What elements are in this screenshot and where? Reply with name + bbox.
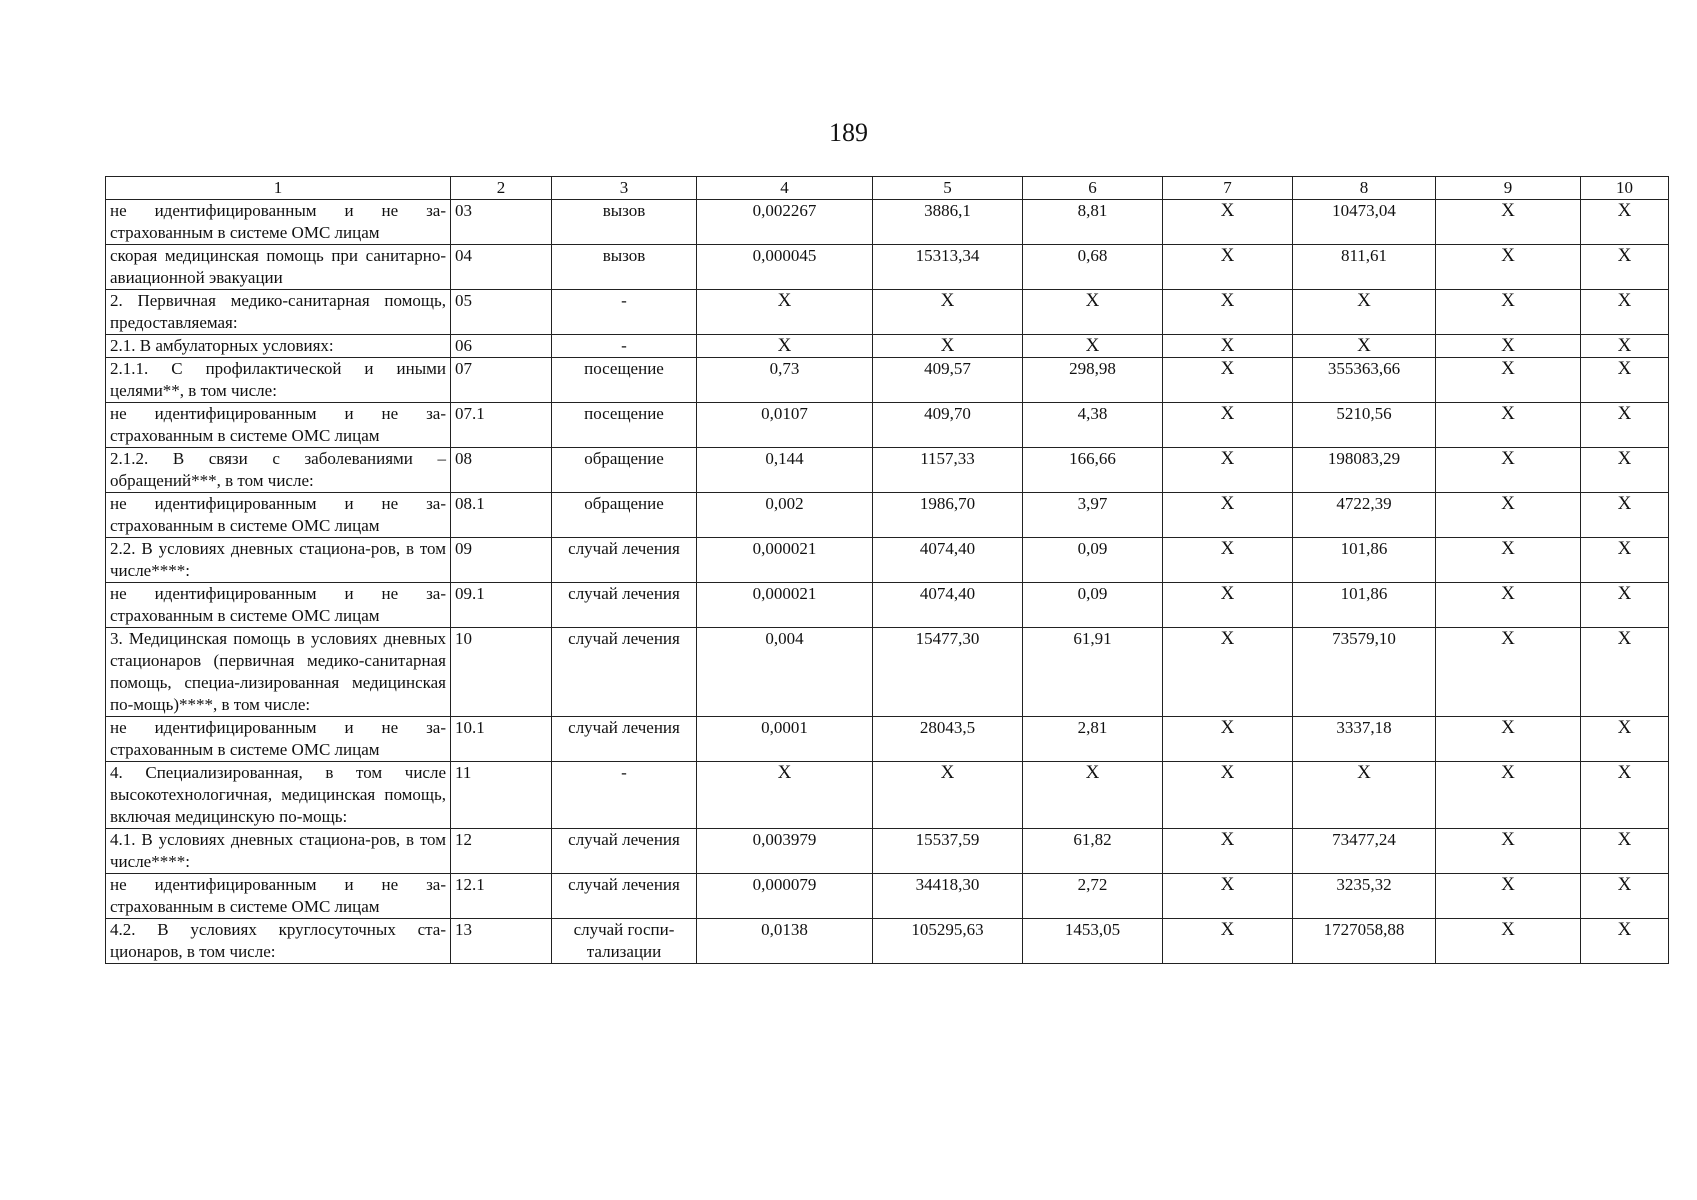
col6-cell: 0,68 — [1023, 245, 1163, 290]
row-code: 04 — [451, 245, 552, 290]
page-number: 189 — [829, 118, 868, 147]
col7-cell: Х — [1163, 245, 1293, 290]
col7-cell: Х — [1163, 448, 1293, 493]
table-row — [106, 290, 1669, 335]
col10-cell: Х — [1581, 358, 1669, 403]
col6-cell: 166,66 — [1023, 448, 1163, 493]
unit-cell: обращение — [552, 493, 697, 538]
table-row — [106, 493, 1669, 538]
col7-cell: Х — [1163, 335, 1293, 358]
col10-cell: Х — [1581, 628, 1669, 717]
col5-cell: 105295,63 — [873, 919, 1023, 964]
col4-cell: 0,000079 — [697, 874, 873, 919]
row-code: 07 — [451, 358, 552, 403]
row-code: 10.1 — [451, 717, 552, 762]
col6-cell: 0,09 — [1023, 538, 1163, 583]
col10-cell: Х — [1581, 762, 1669, 829]
col6-cell: 61,91 — [1023, 628, 1163, 717]
row-label: не идентифицированным и не за-страхованным в системе ОМС лицам — [106, 200, 451, 245]
col4-cell: 0,0001 — [697, 717, 873, 762]
table-row — [106, 717, 1669, 762]
column-header-2: 2 — [451, 177, 552, 200]
row-label: 4.2. В условиях круглосуточных ста-ционаров, в том числе: — [106, 919, 451, 964]
col6-cell: 2,72 — [1023, 874, 1163, 919]
col8-cell: 73477,24 — [1293, 829, 1436, 874]
col4-cell: 0,000021 — [697, 583, 873, 628]
col4-cell: 0,73 — [697, 358, 873, 403]
col4-cell: 0,003979 — [697, 829, 873, 874]
unit-cell: - — [552, 290, 697, 335]
col7-cell: Х — [1163, 200, 1293, 245]
col10-cell: Х — [1581, 403, 1669, 448]
unit-cell: случай лечения — [552, 538, 697, 583]
col4-cell: 0,0138 — [697, 919, 873, 964]
col6-cell: 298,98 — [1023, 358, 1163, 403]
col9-cell: Х — [1436, 829, 1581, 874]
col5-cell: Х — [873, 290, 1023, 335]
table-row — [106, 919, 1669, 964]
col7-cell: Х — [1163, 919, 1293, 964]
col8-cell: 5210,56 — [1293, 403, 1436, 448]
row-label: не идентифицированным и не за-страхованным в системе ОМС лицам — [106, 717, 451, 762]
table-row — [106, 628, 1669, 717]
unit-cell: - — [552, 335, 697, 358]
col4-cell: 0,002267 — [697, 200, 873, 245]
col8-cell: 4722,39 — [1293, 493, 1436, 538]
unit-cell: - — [552, 762, 697, 829]
col5-cell: 1157,33 — [873, 448, 1023, 493]
col6-cell: 8,81 — [1023, 200, 1163, 245]
col9-cell: Х — [1436, 628, 1581, 717]
col5-cell: 15313,34 — [873, 245, 1023, 290]
row-label: 3. Медицинская помощь в условиях дневных стационаров (первичная медико-санитарная помощь, специа-лизированная медицинская по-мощь)****, в том числе: — [106, 628, 451, 717]
column-header-5: 5 — [873, 177, 1023, 200]
col8-cell: Х — [1293, 290, 1436, 335]
unit-cell: случай лечения — [552, 829, 697, 874]
col7-cell: Х — [1163, 583, 1293, 628]
col6-cell: 1453,05 — [1023, 919, 1163, 964]
col9-cell: Х — [1436, 538, 1581, 583]
row-code: 10 — [451, 628, 552, 717]
col4-cell: 0,0107 — [697, 403, 873, 448]
col6-cell: 3,97 — [1023, 493, 1163, 538]
col7-cell: Х — [1163, 403, 1293, 448]
row-code: 11 — [451, 762, 552, 829]
col4-cell: 0,000021 — [697, 538, 873, 583]
col5-cell: Х — [873, 335, 1023, 358]
unit-cell: случай госпи-тализации — [552, 919, 697, 964]
col9-cell: Х — [1436, 493, 1581, 538]
table-row — [106, 200, 1669, 245]
col4-cell: Х — [697, 335, 873, 358]
col4-cell: Х — [697, 762, 873, 829]
col9-cell: Х — [1436, 290, 1581, 335]
table-row — [106, 829, 1669, 874]
col7-cell: Х — [1163, 358, 1293, 403]
column-header-10: 10 — [1581, 177, 1669, 200]
col9-cell: Х — [1436, 762, 1581, 829]
row-code: 05 — [451, 290, 552, 335]
col6-cell: Х — [1023, 762, 1163, 829]
col10-cell: Х — [1581, 200, 1669, 245]
col8-cell: 198083,29 — [1293, 448, 1436, 493]
table-body — [106, 200, 1669, 964]
col10-cell: Х — [1581, 538, 1669, 583]
col7-cell: Х — [1163, 717, 1293, 762]
col4-cell: 0,000045 — [697, 245, 873, 290]
row-code: 12 — [451, 829, 552, 874]
col7-cell: Х — [1163, 874, 1293, 919]
col9-cell: Х — [1436, 717, 1581, 762]
row-code: 07.1 — [451, 403, 552, 448]
col8-cell: 73579,10 — [1293, 628, 1436, 717]
column-header-4: 4 — [697, 177, 873, 200]
col9-cell: Х — [1436, 358, 1581, 403]
unit-cell: вызов — [552, 200, 697, 245]
row-label: скорая медицинская помощь при санитарно-авиационной эвакуации — [106, 245, 451, 290]
row-label: 4. Специализированная, в том числе высокотехнологичная, медицинская помощь, включая медицинскую по-мощь: — [106, 762, 451, 829]
col5-cell: 4074,40 — [873, 538, 1023, 583]
table-row — [106, 403, 1669, 448]
col9-cell: Х — [1436, 245, 1581, 290]
row-label: 2.1. В амбулаторных условиях: — [106, 335, 451, 358]
col8-cell: 3235,32 — [1293, 874, 1436, 919]
col8-cell: Х — [1293, 762, 1436, 829]
unit-cell: случай лечения — [552, 717, 697, 762]
col8-cell: Х — [1293, 335, 1436, 358]
table-row — [106, 448, 1669, 493]
column-header-6: 6 — [1023, 177, 1163, 200]
table-row — [106, 762, 1669, 829]
unit-cell: случай лечения — [552, 874, 697, 919]
col5-cell: 1986,70 — [873, 493, 1023, 538]
col9-cell: Х — [1436, 448, 1581, 493]
col10-cell: Х — [1581, 829, 1669, 874]
col10-cell: Х — [1581, 290, 1669, 335]
unit-cell: посещение — [552, 358, 697, 403]
col4-cell: 0,004 — [697, 628, 873, 717]
row-label: не идентифицированным и не за-страхованным в системе ОМС лицам — [106, 403, 451, 448]
row-code: 03 — [451, 200, 552, 245]
table-row — [106, 335, 1669, 358]
col5-cell: 34418,30 — [873, 874, 1023, 919]
col4-cell: 0,144 — [697, 448, 873, 493]
col5-cell: 15477,30 — [873, 628, 1023, 717]
col7-cell: Х — [1163, 829, 1293, 874]
row-label: не идентифицированным и не за-страхованным в системе ОМС лицам — [106, 583, 451, 628]
column-header-8: 8 — [1293, 177, 1436, 200]
row-code: 12.1 — [451, 874, 552, 919]
col7-cell: Х — [1163, 538, 1293, 583]
row-label: 2.1.1. С профилактической и иными целями**, в том числе: — [106, 358, 451, 403]
table-row — [106, 583, 1669, 628]
table-row — [106, 245, 1669, 290]
col5-cell: 3886,1 — [873, 200, 1023, 245]
col10-cell: Х — [1581, 493, 1669, 538]
unit-cell: случай лечения — [552, 628, 697, 717]
col9-cell: Х — [1436, 874, 1581, 919]
unit-cell: вызов — [552, 245, 697, 290]
row-code: 13 — [451, 919, 552, 964]
col9-cell: Х — [1436, 335, 1581, 358]
column-header-9: 9 — [1436, 177, 1581, 200]
col6-cell: Х — [1023, 335, 1163, 358]
col8-cell: 101,86 — [1293, 583, 1436, 628]
col10-cell: Х — [1581, 583, 1669, 628]
col5-cell: Х — [873, 762, 1023, 829]
row-label: не идентифицированным и не за-страхованным в системе ОМС лицам — [106, 874, 451, 919]
col8-cell: 10473,04 — [1293, 200, 1436, 245]
col10-cell: Х — [1581, 245, 1669, 290]
col10-cell: Х — [1581, 335, 1669, 358]
col10-cell: Х — [1581, 717, 1669, 762]
col6-cell: 0,09 — [1023, 583, 1163, 628]
table-row — [106, 358, 1669, 403]
column-header-1: 1 — [106, 177, 451, 200]
unit-cell: обращение — [552, 448, 697, 493]
col5-cell: 4074,40 — [873, 583, 1023, 628]
col6-cell: Х — [1023, 290, 1163, 335]
row-code: 06 — [451, 335, 552, 358]
col8-cell: 355363,66 — [1293, 358, 1436, 403]
table-header-row — [106, 177, 1669, 200]
row-label: 4.1. В условиях дневных стациона-ров, в том числе****: — [106, 829, 451, 874]
row-code: 08.1 — [451, 493, 552, 538]
col8-cell: 811,61 — [1293, 245, 1436, 290]
table-row — [106, 874, 1669, 919]
unit-cell: случай лечения — [552, 583, 697, 628]
col9-cell: Х — [1436, 403, 1581, 448]
unit-cell: посещение — [552, 403, 697, 448]
col5-cell: 409,57 — [873, 358, 1023, 403]
row-label: не идентифицированным и не за-страхованным в системе ОМС лицам — [106, 493, 451, 538]
col4-cell: 0,002 — [697, 493, 873, 538]
col6-cell: 61,82 — [1023, 829, 1163, 874]
col6-cell: 2,81 — [1023, 717, 1163, 762]
col8-cell: 3337,18 — [1293, 717, 1436, 762]
col5-cell: 28043,5 — [873, 717, 1023, 762]
row-label: 2.1.2. В связи с заболеваниями – обращений***, в том числе: — [106, 448, 451, 493]
col7-cell: Х — [1163, 493, 1293, 538]
row-code: 09 — [451, 538, 552, 583]
col10-cell: Х — [1581, 919, 1669, 964]
column-header-3: 3 — [552, 177, 697, 200]
col7-cell: Х — [1163, 290, 1293, 335]
row-label: 2.2. В условиях дневных стациона-ров, в том числе****: — [106, 538, 451, 583]
col6-cell: 4,38 — [1023, 403, 1163, 448]
table-row — [106, 538, 1669, 583]
col4-cell: Х — [697, 290, 873, 335]
data-table — [105, 176, 1669, 964]
row-code: 09.1 — [451, 583, 552, 628]
col8-cell: 101,86 — [1293, 538, 1436, 583]
col8-cell: 1727058,88 — [1293, 919, 1436, 964]
col7-cell: Х — [1163, 762, 1293, 829]
col5-cell: 409,70 — [873, 403, 1023, 448]
col10-cell: Х — [1581, 448, 1669, 493]
col9-cell: Х — [1436, 583, 1581, 628]
col9-cell: Х — [1436, 919, 1581, 964]
row-label: 2. Первичная медико-санитарная помощь, предоставляемая: — [106, 290, 451, 335]
row-code: 08 — [451, 448, 552, 493]
col10-cell: Х — [1581, 874, 1669, 919]
col9-cell: Х — [1436, 200, 1581, 245]
col7-cell: Х — [1163, 628, 1293, 717]
column-header-7: 7 — [1163, 177, 1293, 200]
col5-cell: 15537,59 — [873, 829, 1023, 874]
